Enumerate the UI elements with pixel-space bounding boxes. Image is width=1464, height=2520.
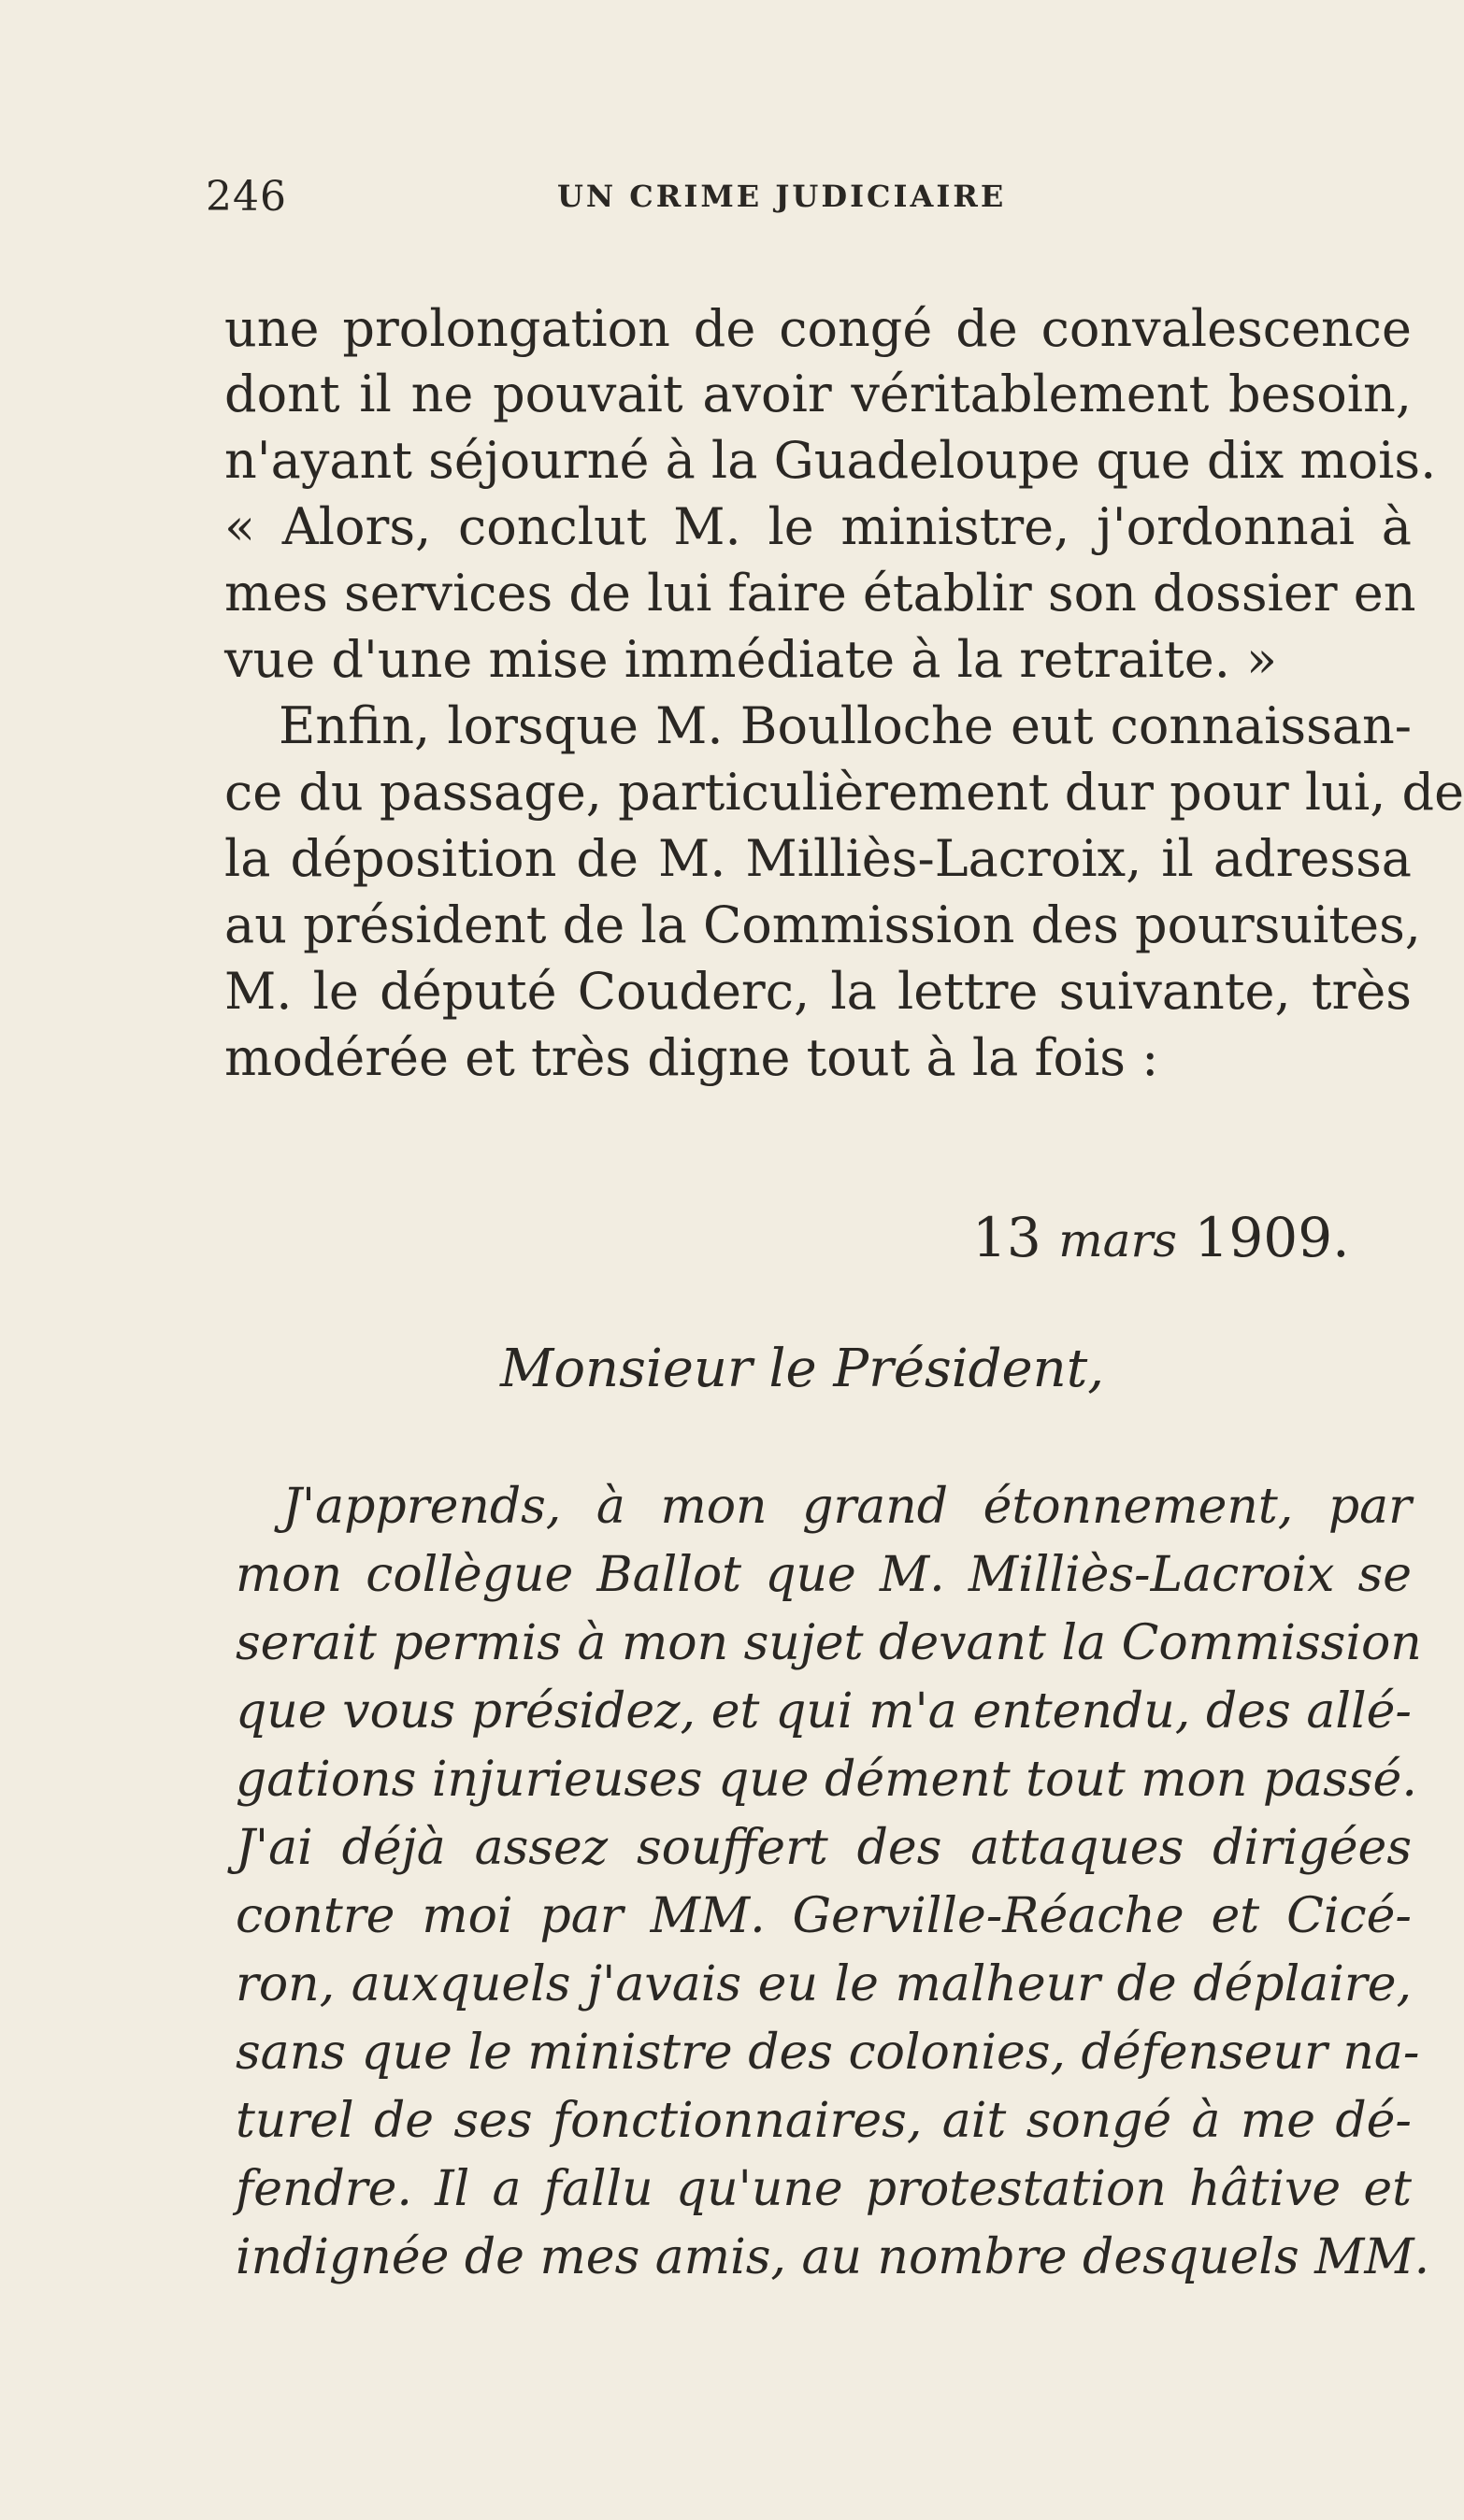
letter-line: gations injurieuses que dément tout mon passé. bbox=[236, 1752, 1417, 1808]
body-line: M. le député Couderc, la lettre suivante, très bbox=[224, 962, 1412, 1021]
letter-line: J'ai déjà assez souffert des attaques dirigées bbox=[236, 1820, 1412, 1876]
body-line: dont il ne pouvait avoir véritablement besoin, bbox=[224, 365, 1412, 423]
letter-line: J'apprends, à mon grand étonnement, par bbox=[282, 1479, 1412, 1535]
letter-line: contre moi par MM. Gerville-Réache et Cicé- bbox=[236, 1888, 1412, 1944]
date-day: 13 bbox=[972, 1206, 1041, 1269]
body-line: n'ayant séjourné à la Guadeloupe que dix mois. bbox=[224, 431, 1437, 490]
letter-line: indignée de mes amis, au nombre desquels MM. bbox=[236, 2229, 1430, 2285]
body-line: une prolongation de congé de convalescence bbox=[224, 299, 1412, 358]
letter-salutation: Monsieur le Président, bbox=[500, 1339, 1104, 1399]
letter-line: ron, auxquels j'avais eu le malheur de déplaire, bbox=[236, 1956, 1412, 2012]
letter-line: fendre. Il a fallu qu'une protestation hâtive et bbox=[236, 2161, 1412, 2217]
letter-line: que vous présidez, et qui m'a entendu, des allé- bbox=[236, 1683, 1412, 1740]
page-header bbox=[0, 173, 1464, 229]
body-line: Enfin, lorsque M. Boulloche eut connaissan- bbox=[279, 696, 1412, 755]
body-line: au président de la Commission des poursuites, bbox=[224, 895, 1421, 954]
letter-line: turel de ses fonctionnaires, ait songé à me dé- bbox=[236, 2093, 1412, 2149]
letter-date bbox=[972, 1206, 1350, 1269]
letter-line: mon collègue Ballot que M. Milliès-Lacroix se bbox=[236, 1547, 1412, 1603]
date-year: 1909. bbox=[1194, 1206, 1350, 1269]
page-number: 246 bbox=[206, 173, 287, 221]
body-line: ce du passage, particulièrement dur pour lui, de bbox=[224, 763, 1464, 822]
body-line: mes services de lui faire établir son dossier en bbox=[224, 564, 1416, 623]
body-line: « Alors, conclut M. le ministre, j'ordonnai à bbox=[224, 497, 1412, 556]
body-line: vue d'une mise immédiate à la retraite. » bbox=[224, 630, 1278, 689]
body-line: la déposition de M. Milliès-Lacroix, il adressa bbox=[224, 829, 1412, 888]
running-head: UN CRIME JUDICIAIRE bbox=[557, 179, 1007, 214]
body-line: modérée et très digne tout à la fois : bbox=[224, 1028, 1159, 1087]
letter-line: sans que le ministre des colonies, défenseur na- bbox=[236, 2025, 1420, 2081]
letter-line: serait permis à mon sujet devant la Commission bbox=[236, 1615, 1422, 1671]
date-month: mars bbox=[1058, 1213, 1178, 1267]
